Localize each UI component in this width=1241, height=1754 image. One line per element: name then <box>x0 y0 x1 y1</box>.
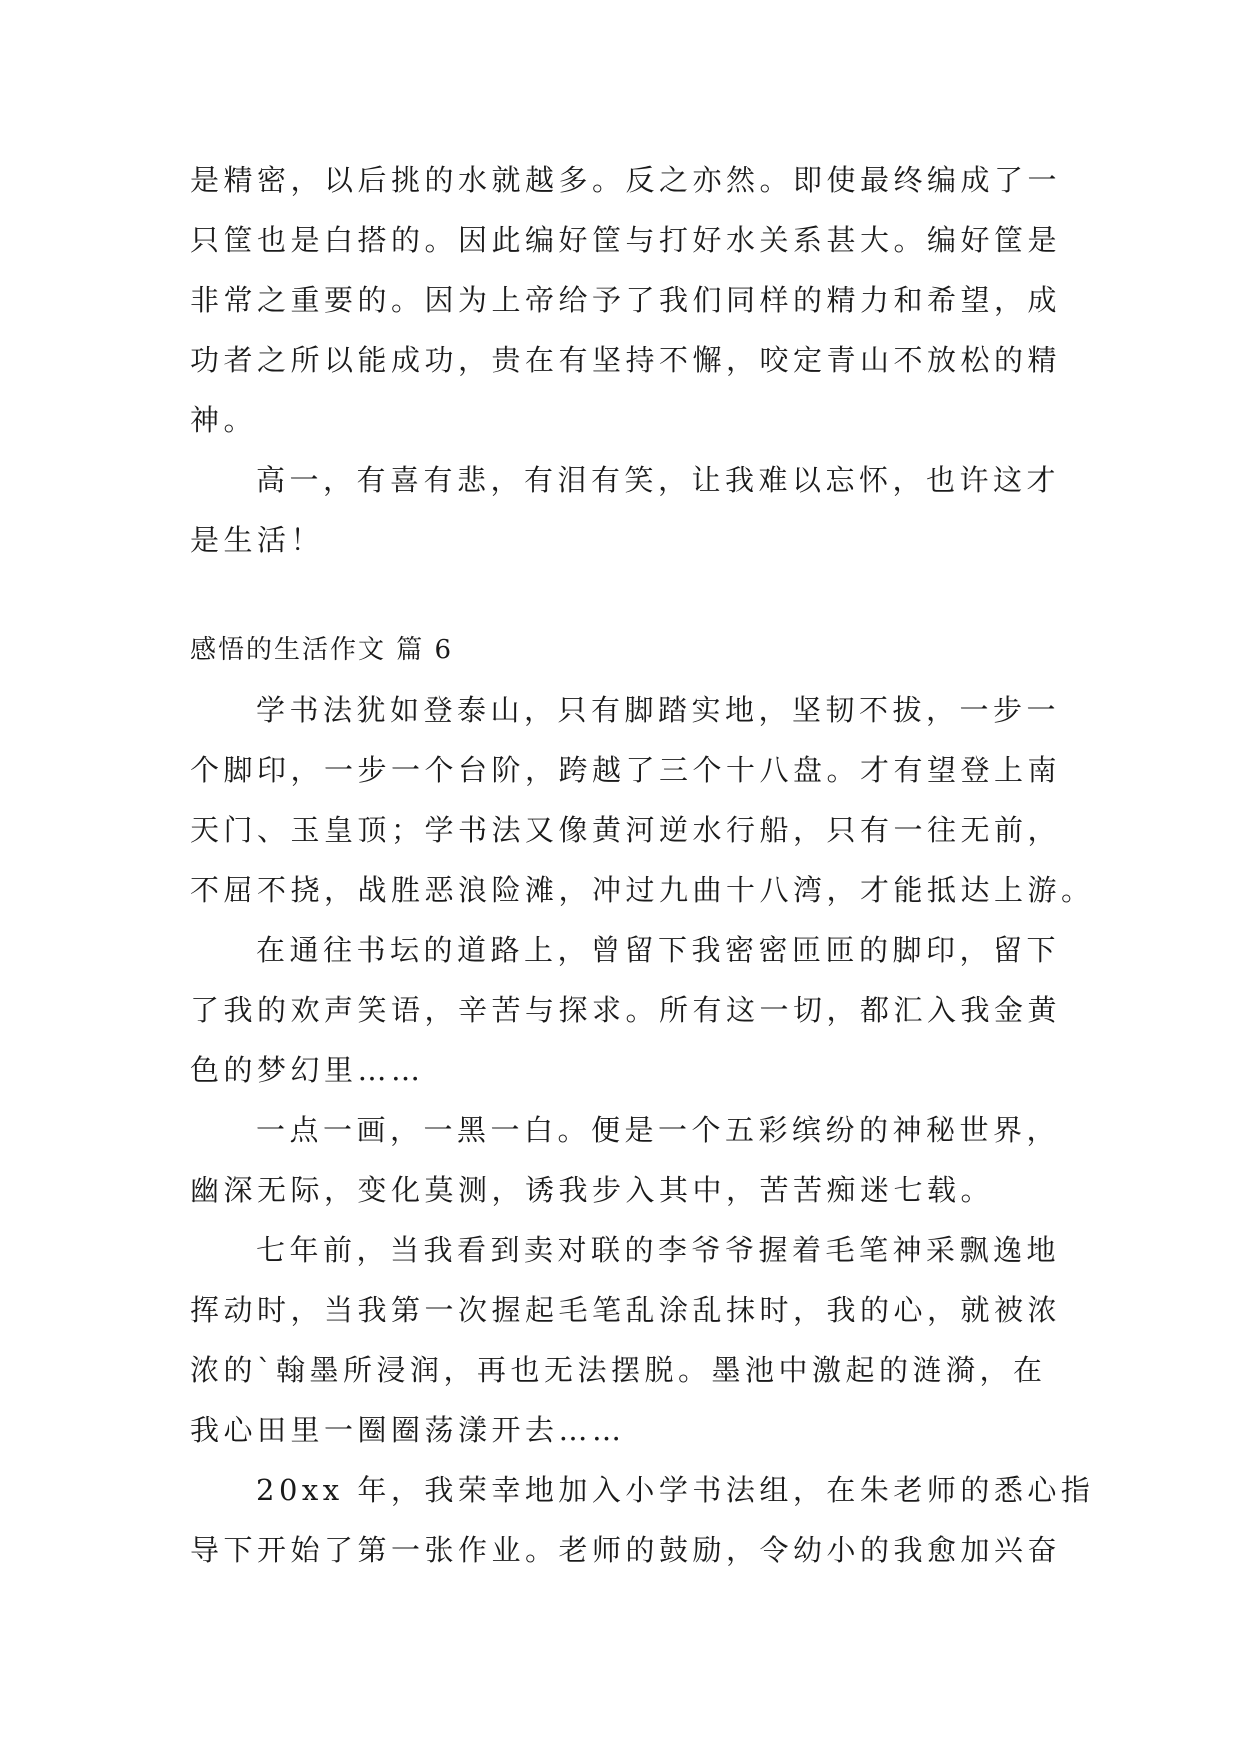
text-line: 七年前，当我看到卖对联的李爷爷握着毛笔神采飘逸地 <box>256 1233 1061 1267</box>
text-line: 不屈不挠，战胜恶浪险滩，冲过九曲十八湾，才能抵达上游。 <box>190 873 1095 907</box>
text-line: 天门、玉皇顶；学书法又像黄河逆水行船，只有一往无前， <box>190 813 1062 847</box>
text-line: 高一，有喜有悲，有泪有笑，让我难以忘怀，也许这才 <box>256 463 1061 497</box>
text-line: 只筐也是白搭的。因此编好筐与打好水关系甚大。编好筐是 <box>190 223 1062 257</box>
text-line: 学书法犹如登泰山，只有脚踏实地，坚韧不拔，一步一 <box>256 693 1061 727</box>
text-line: 是生活！ <box>190 523 325 557</box>
text-line: 非常之重要的。因为上帝给予了我们同样的精力和希望，成 <box>190 283 1062 317</box>
text-line: 导下开始了第一张作业。老师的鼓励，令幼小的我愈加兴奋 <box>190 1533 1062 1567</box>
text-line: 色的梦幻里…… <box>190 1053 425 1087</box>
text-line: 了我的欢声笑语，辛苦与探求。所有这一切，都汇入我金黄 <box>190 993 1062 1027</box>
text-line: 浓的`翰墨所浸润，再也无法摆脱。墨池中激起的涟漪，在 <box>190 1353 1047 1387</box>
text-line: 一点一画，一黑一白。便是一个五彩缤纷的神秘世界， <box>256 1113 1061 1147</box>
text-line: 挥动时，当我第一次握起毛笔乱涂乱抹时，我的心，就被浓 <box>190 1293 1062 1327</box>
text-line: 神。 <box>190 403 258 437</box>
text-line: 20xx 年，我荣幸地加入小学书法组，在朱老师的悉心指 <box>256 1473 1095 1507</box>
text-line: 是精密，以后挑的水就越多。反之亦然。即使最终编成了一 <box>190 163 1062 197</box>
text-line: 幽深无际，变化莫测，诱我步入其中，苦苦痴迷七载。 <box>190 1173 995 1207</box>
section-heading: 感悟的生活作文 篇 6 <box>190 635 454 665</box>
text-line: 个脚印，一步一个台阶，跨越了三个十八盘。才有望登上南 <box>190 753 1062 787</box>
text-line: 功者之所以能成功，贵在有坚持不懈，咬定青山不放松的精 <box>190 343 1062 377</box>
text-line: 在通往书坛的道路上，曾留下我密密匝匝的脚印，留下 <box>256 933 1061 967</box>
text-line: 我心田里一圈圈荡漾开去…… <box>190 1413 626 1447</box>
